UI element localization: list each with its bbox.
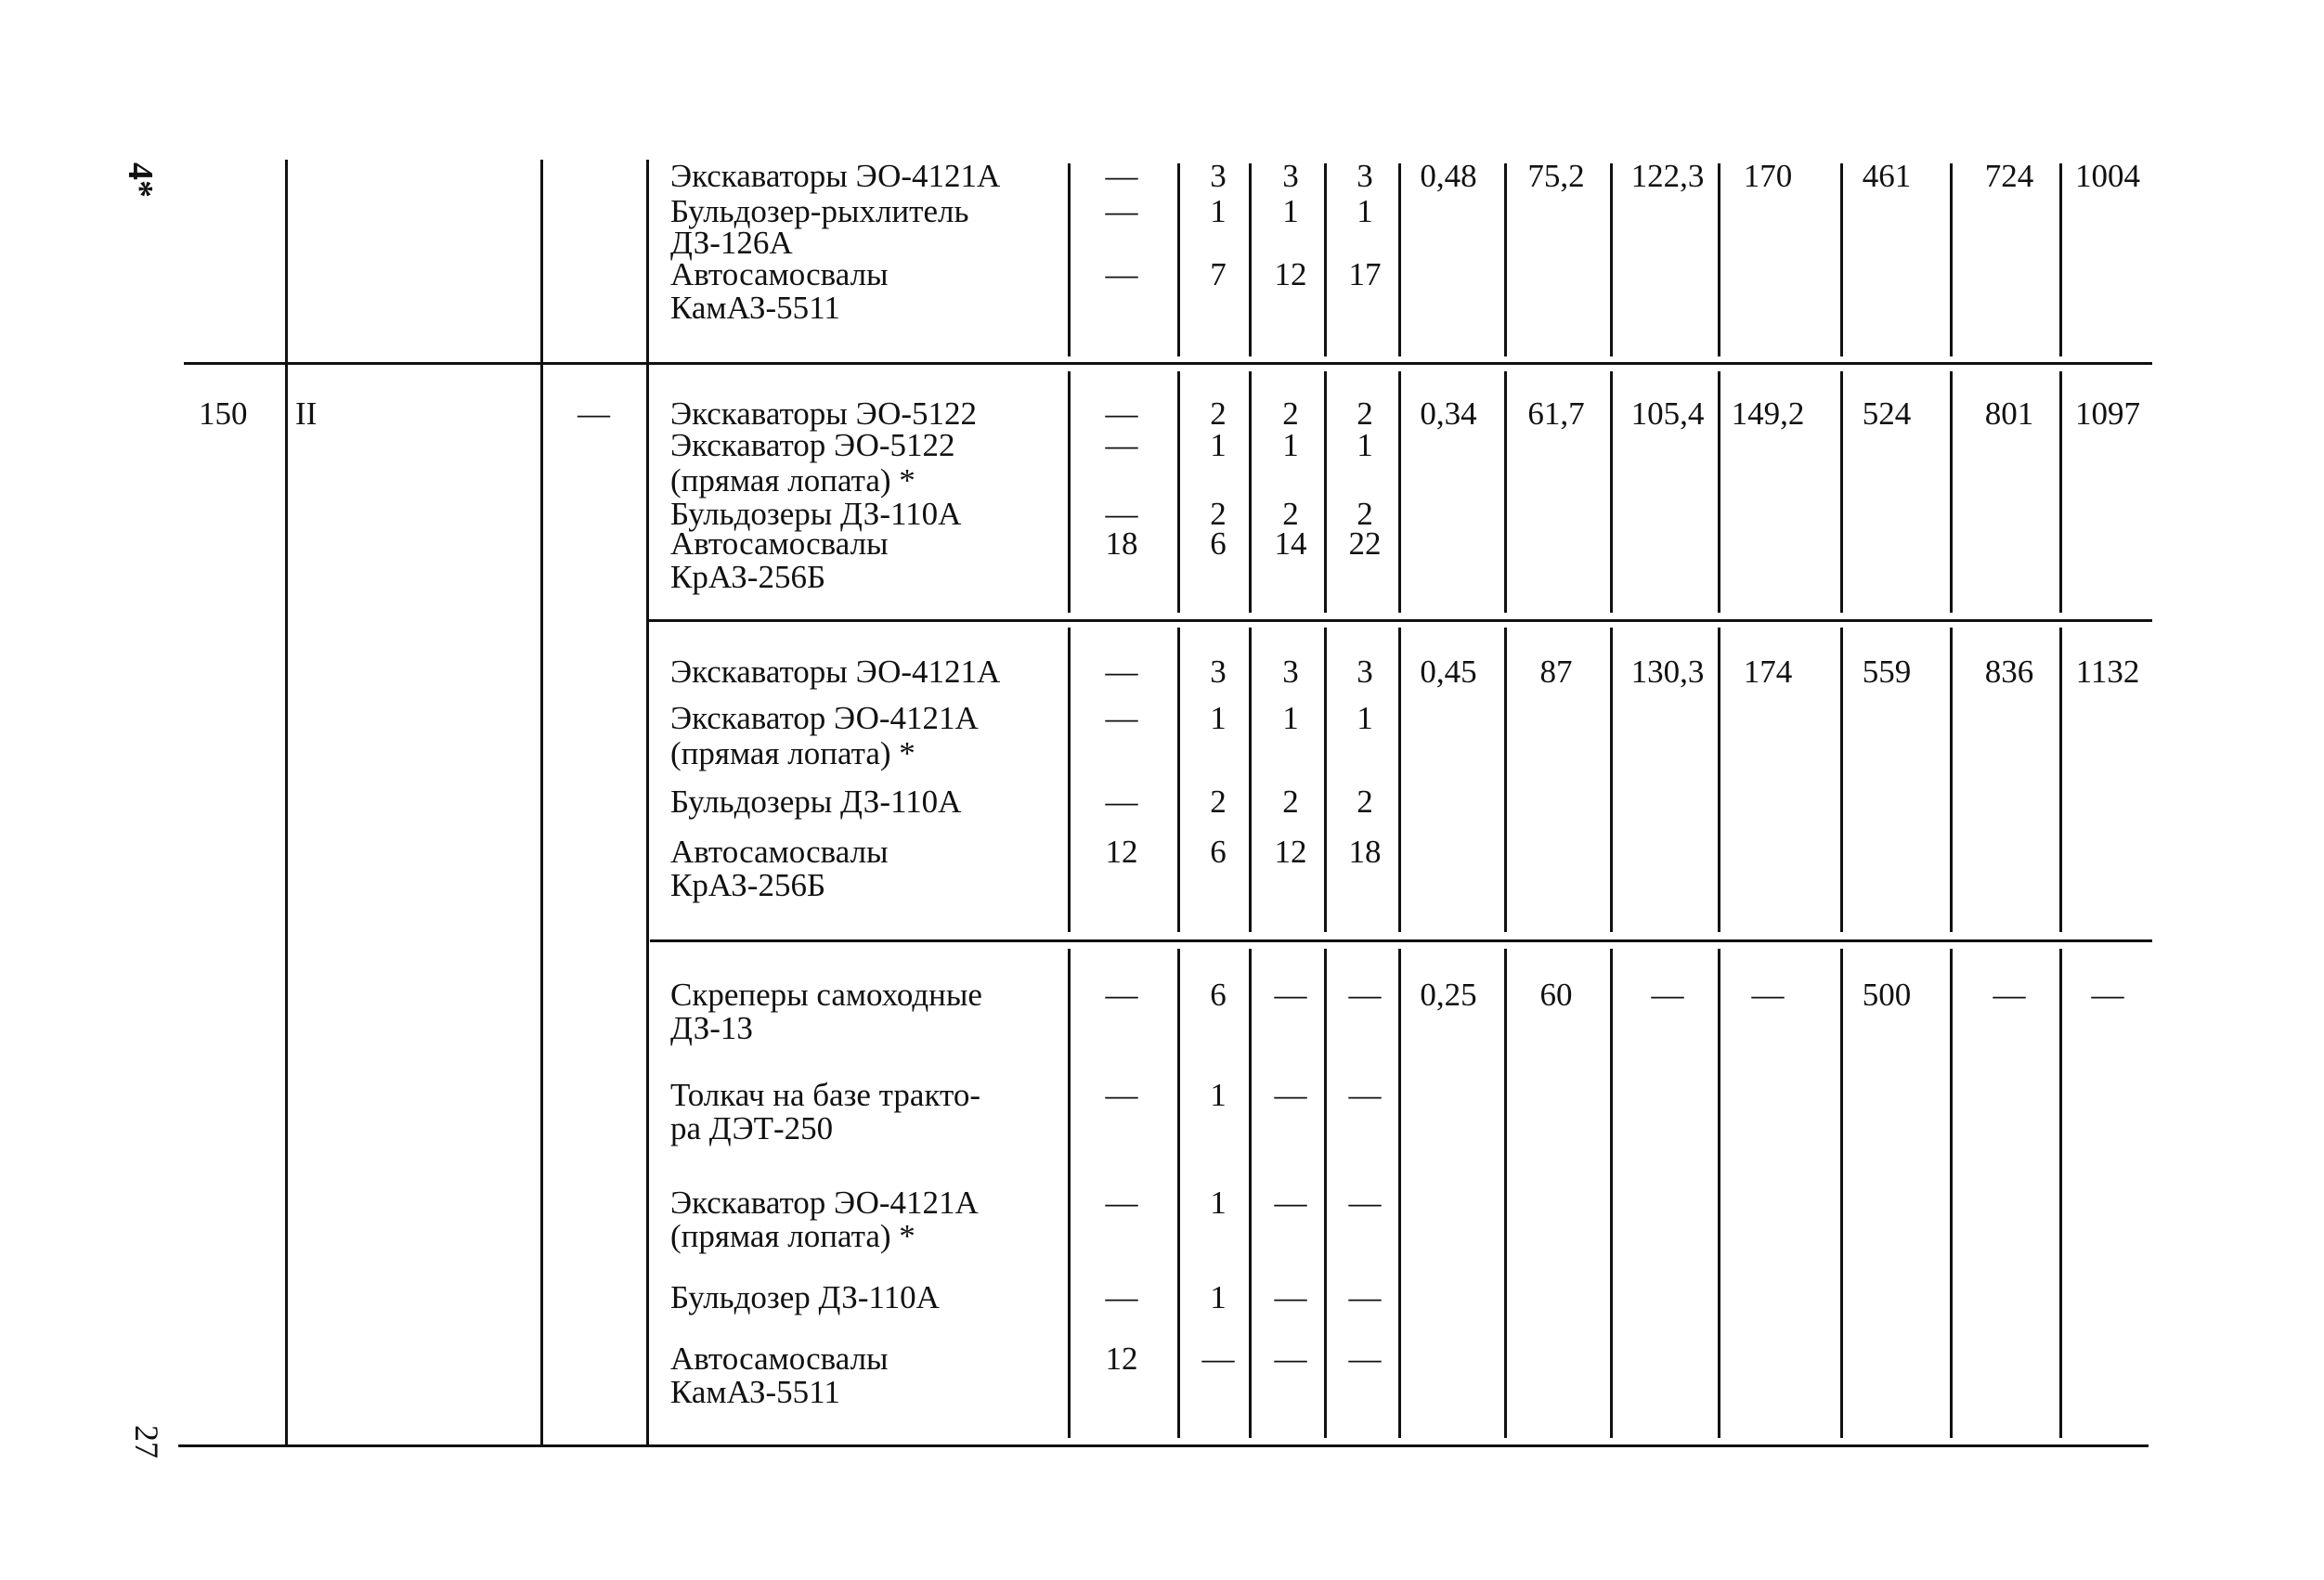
- quantity-cell: —: [1105, 256, 1138, 292]
- column-divider: [1718, 371, 1720, 613]
- column-divider: [2059, 628, 2062, 932]
- quantity-cell: 22: [1348, 525, 1382, 562]
- summary-cell: 130,3: [1630, 654, 1705, 690]
- quantity-cell: 2: [1282, 395, 1299, 432]
- column-divider: [1068, 371, 1071, 613]
- column-divider: [1840, 628, 1843, 932]
- equipment-name: Автосамосвалы: [670, 1340, 889, 1377]
- equipment-name: КрАЗ-256Б: [670, 867, 826, 903]
- quantity-cell: 1: [1210, 700, 1227, 736]
- quantity-cell: —: [1105, 427, 1138, 463]
- summary-cell: 61,7: [1527, 395, 1585, 432]
- column-divider: [1840, 163, 1843, 356]
- summary-cell: 0,25: [1420, 977, 1477, 1013]
- column-divider: [1398, 949, 1401, 1438]
- column-divider: [1398, 371, 1401, 613]
- quantity-cell: —: [1348, 977, 1382, 1013]
- quantity-cell: —: [1105, 193, 1138, 229]
- summary-cell: 836: [1984, 654, 2034, 690]
- column-divider: [1249, 371, 1252, 613]
- summary-cell: 1132: [2075, 654, 2140, 690]
- equipment-name: Автосамосвалы: [670, 525, 889, 562]
- quantity-cell: 3: [1282, 158, 1299, 194]
- column-divider: [1249, 949, 1252, 1438]
- quantity-cell: 12: [1105, 834, 1138, 870]
- equipment-name: ра ДЭТ-250: [670, 1110, 834, 1146]
- quantity-cell: 3: [1357, 158, 1373, 194]
- vline-c: [646, 160, 649, 1444]
- quantity-cell: 3: [1210, 158, 1227, 194]
- quantity-cell: —: [1105, 700, 1138, 736]
- summary-cell: 174: [1743, 654, 1793, 690]
- quantity-cell: —: [1105, 1185, 1138, 1221]
- summary-cell: 524: [1862, 395, 1912, 432]
- summary-cell: 87: [1539, 654, 1573, 690]
- column-divider: [1398, 628, 1401, 932]
- quantity-cell: —: [1348, 1077, 1382, 1113]
- equipment-name: Экскаватор ЭО-5122: [670, 427, 955, 463]
- column-divider: [1718, 163, 1720, 356]
- column-divider: [1324, 949, 1327, 1438]
- column-divider: [1249, 163, 1252, 356]
- quantity-cell: 7: [1210, 256, 1227, 292]
- summary-cell: 801: [1984, 395, 2034, 432]
- rule-top-block2: [184, 362, 2152, 365]
- equipment-name: КрАЗ-256Б: [670, 559, 826, 595]
- equipment-name: Экскаваторы ЭО-5122: [670, 395, 978, 432]
- column-divider: [1249, 628, 1252, 932]
- rule-top-block3: [648, 619, 2152, 622]
- summary-cell: 1097: [2075, 395, 2140, 432]
- column-divider: [1068, 163, 1071, 356]
- quantity-cell: —: [1348, 1185, 1382, 1221]
- vline-b: [540, 160, 543, 1444]
- column-divider: [1610, 949, 1613, 1438]
- quantity-cell: 6: [1210, 977, 1227, 1013]
- equipment-name: Экскаваторы ЭО-4121А: [670, 158, 1001, 194]
- quantity-cell: 3: [1282, 654, 1299, 690]
- rule-top-block4: [650, 939, 2152, 942]
- quantity-cell: 2: [1357, 784, 1373, 820]
- summary-cell: 1004: [2075, 158, 2140, 194]
- column-divider: [1950, 163, 1953, 356]
- quantity-cell: —: [1105, 654, 1138, 690]
- quantity-cell: 3: [1210, 654, 1227, 690]
- column-divider: [1840, 371, 1843, 613]
- quantity-cell: 12: [1274, 256, 1307, 292]
- summary-cell: 75,2: [1527, 158, 1585, 194]
- equipment-name: КамАЗ-5511: [670, 290, 840, 326]
- equipment-name: Бульдозер ДЗ-110А: [670, 1279, 940, 1315]
- quantity-cell: 14: [1274, 525, 1307, 562]
- column-divider: [2059, 949, 2062, 1438]
- quantity-cell: 2: [1210, 395, 1227, 432]
- quantity-cell: 2: [1357, 496, 1373, 532]
- quantity-cell: —: [1105, 1077, 1138, 1113]
- quantity-cell: 12: [1274, 834, 1307, 870]
- column-divider: [1718, 949, 1720, 1438]
- equipment-name: ДЗ-13: [670, 1010, 753, 1046]
- quantity-cell: 2: [1282, 784, 1299, 820]
- summary-cell: 122,3: [1630, 158, 1705, 194]
- quantity-cell: 1: [1210, 1279, 1227, 1315]
- quantity-cell: 6: [1210, 834, 1227, 870]
- quantity-cell: 18: [1348, 834, 1382, 870]
- column-divider: [1177, 371, 1180, 613]
- summary-cell: 0,45: [1420, 654, 1477, 690]
- column-divider: [1718, 628, 1720, 932]
- corner-mark: 4*: [121, 162, 160, 198]
- summary-cell: 0,48: [1420, 158, 1477, 194]
- quantity-cell: 12: [1105, 1340, 1138, 1377]
- quantity-cell: —: [1105, 784, 1138, 820]
- quantity-cell: —: [1105, 1279, 1138, 1315]
- column-divider: [1504, 628, 1507, 932]
- equipment-name: ДЗ-126А: [670, 225, 793, 261]
- column-divider: [1610, 163, 1613, 356]
- quantity-cell: 1: [1357, 427, 1373, 463]
- quantity-cell: 2: [1210, 496, 1227, 532]
- quantity-cell: 1: [1210, 1185, 1227, 1221]
- column-divider: [1950, 949, 1953, 1438]
- column-divider: [1177, 628, 1180, 932]
- quantity-cell: 1: [1357, 193, 1373, 229]
- equipment-name: (прямая лопата) *: [670, 735, 915, 771]
- equipment-name: (прямая лопата) *: [670, 1218, 915, 1254]
- column-divider: [1840, 949, 1843, 1438]
- equipment-name: Толкач на базе тракто-: [670, 1077, 980, 1113]
- quantity-cell: 2: [1357, 395, 1373, 432]
- summary-cell: —: [2091, 977, 2124, 1013]
- summary-cell: 724: [1984, 158, 2034, 194]
- column-divider: [1610, 371, 1613, 613]
- quantity-cell: 1: [1357, 700, 1373, 736]
- vline-a: [285, 160, 288, 1444]
- equipment-name: Бульдозер-рыхлитель: [670, 193, 969, 229]
- quantity-cell: 1: [1282, 193, 1299, 229]
- cell-group-col1: 150: [199, 395, 248, 432]
- equipment-name: Автосамосвалы: [670, 834, 889, 870]
- rule-bottom: [178, 1444, 2149, 1447]
- column-divider: [1324, 628, 1327, 932]
- summary-cell: 105,4: [1630, 395, 1705, 432]
- equipment-name: Экскаватор ЭО-4121А: [670, 700, 979, 736]
- quantity-cell: —: [1105, 395, 1138, 432]
- quantity-cell: 1: [1282, 427, 1299, 463]
- column-divider: [1504, 371, 1507, 613]
- quantity-cell: —: [1274, 1340, 1307, 1377]
- column-divider: [1068, 628, 1071, 932]
- summary-cell: 0,34: [1420, 395, 1477, 432]
- quantity-cell: —: [1274, 1077, 1307, 1113]
- column-divider: [1950, 371, 1953, 613]
- quantity-cell: —: [1274, 1185, 1307, 1221]
- quantity-cell: 1: [1282, 700, 1299, 736]
- column-divider: [1610, 628, 1613, 932]
- quantity-cell: —: [1105, 158, 1138, 194]
- summary-cell: 500: [1862, 977, 1912, 1013]
- quantity-cell: —: [1105, 977, 1138, 1013]
- equipment-name: КамАЗ-5511: [670, 1374, 840, 1410]
- summary-cell: —: [1993, 977, 2026, 1013]
- quantity-cell: —: [1274, 1279, 1307, 1315]
- quantity-cell: 2: [1282, 496, 1299, 532]
- quantity-cell: 1: [1210, 1077, 1227, 1113]
- column-divider: [1177, 163, 1180, 356]
- quantity-cell: —: [1201, 1340, 1235, 1377]
- equipment-name: (прямая лопата) *: [670, 462, 915, 499]
- cell-group-col2: II: [295, 395, 318, 432]
- column-divider: [1504, 163, 1507, 356]
- quantity-cell: 1: [1210, 193, 1227, 229]
- column-divider: [1324, 371, 1327, 613]
- column-divider: [1177, 949, 1180, 1438]
- quantity-cell: 18: [1105, 525, 1138, 562]
- quantity-cell: —: [1105, 496, 1138, 532]
- page-number: 27: [128, 1425, 165, 1458]
- column-divider: [1398, 163, 1401, 356]
- column-divider: [2059, 163, 2062, 356]
- summary-cell: 149,2: [1731, 395, 1805, 432]
- summary-cell: 170: [1743, 158, 1793, 194]
- column-divider: [2059, 371, 2062, 613]
- equipment-name: Бульдозеры ДЗ-110А: [670, 496, 962, 532]
- equipment-name: Бульдозеры ДЗ-110А: [670, 784, 962, 820]
- summary-cell: —: [1751, 977, 1785, 1013]
- equipment-name: Экскаватор ЭО-4121А: [670, 1185, 979, 1221]
- equipment-name: Экскаваторы ЭО-4121А: [670, 654, 1001, 690]
- summary-cell: 60: [1539, 977, 1573, 1013]
- column-divider: [1504, 949, 1507, 1438]
- column-divider: [1324, 163, 1327, 356]
- quantity-cell: —: [1348, 1279, 1382, 1315]
- summary-cell: 559: [1862, 654, 1912, 690]
- cell-group-col3: —: [578, 395, 610, 432]
- quantity-cell: 2: [1210, 784, 1227, 820]
- quantity-cell: —: [1274, 977, 1307, 1013]
- quantity-cell: 6: [1210, 525, 1227, 562]
- quantity-cell: 3: [1357, 654, 1373, 690]
- quantity-cell: 1: [1210, 427, 1227, 463]
- equipment-name: Автосамосвалы: [670, 256, 889, 292]
- quantity-cell: 17: [1348, 256, 1382, 292]
- column-divider: [1950, 628, 1953, 932]
- summary-cell: 461: [1862, 158, 1912, 194]
- quantity-cell: —: [1348, 1340, 1382, 1377]
- column-divider: [1068, 949, 1071, 1438]
- equipment-name: Скреперы самоходные: [670, 977, 982, 1013]
- summary-cell: —: [1651, 977, 1684, 1013]
